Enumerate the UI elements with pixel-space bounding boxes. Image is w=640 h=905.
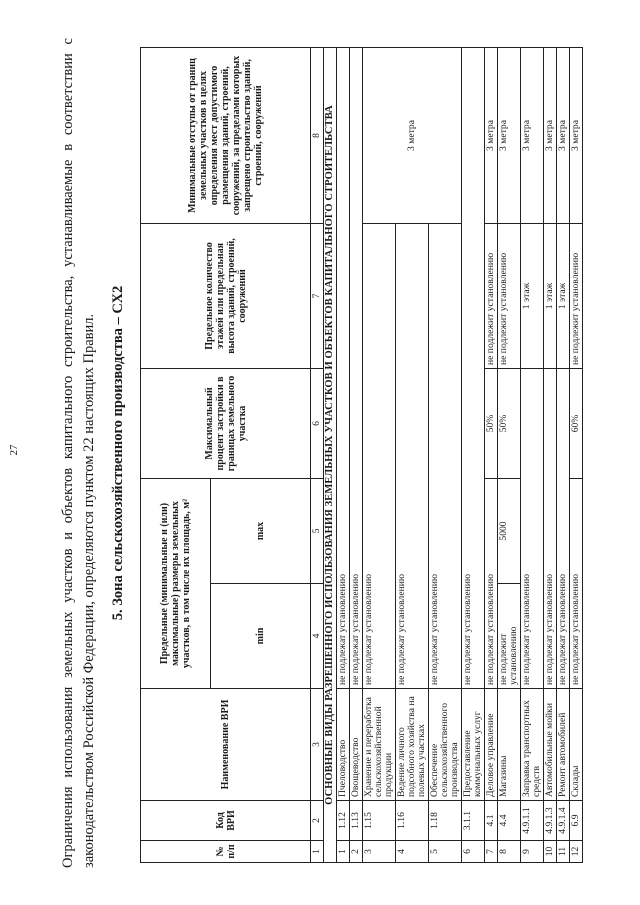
- row-code: 1.12: [337, 801, 350, 841]
- row-num: 6: [462, 841, 485, 863]
- row-max: 5000: [498, 478, 521, 583]
- row-percent: 60%: [570, 368, 583, 478]
- col-number: 4: [311, 584, 324, 689]
- row-num: 2: [350, 841, 363, 863]
- row-name: Хранение и переработка сельскохозяйственной продукции: [363, 689, 396, 801]
- table-row: [485, 47, 498, 862]
- row-num: 12: [570, 841, 583, 863]
- row-name: Пчеловодство: [337, 689, 350, 801]
- zone-title: 5. Зона сельскохозяйственного производства – СХ2: [110, 285, 126, 621]
- row-code: 6.9: [570, 801, 583, 841]
- col-number: 3: [311, 689, 324, 801]
- row-name: Обеспечение сельскохозяйственного производства: [429, 689, 462, 801]
- row-floors: не подлежит установлению: [485, 223, 498, 368]
- row-setback: 3 метра: [498, 47, 521, 223]
- table-row: [363, 47, 396, 862]
- row-name: Магазины: [498, 689, 521, 801]
- row-num: 8: [498, 841, 521, 863]
- row-limits: не подлежат установлению: [521, 368, 544, 688]
- row-code: 1.13: [350, 801, 363, 841]
- row-limits: не подлежат установлению: [570, 478, 583, 688]
- row-num: 5: [429, 841, 462, 863]
- table-row: [521, 47, 544, 862]
- header-name: Наименование ВРИ: [141, 689, 311, 801]
- row-num: 9: [521, 841, 544, 863]
- row-name: Ремонт автомобилей: [557, 689, 570, 801]
- row-limits: не подлежат установлению: [462, 47, 485, 688]
- col-number: 7: [311, 223, 324, 368]
- row-floors: 1 этаж: [544, 223, 557, 368]
- row-setback: 3 метра: [363, 47, 462, 223]
- table-row: [337, 47, 350, 862]
- row-code: 4.9.1.1: [521, 801, 544, 841]
- row-code: 4.9.1.3: [544, 801, 557, 841]
- header-min: min: [211, 584, 311, 689]
- row-num: 7: [485, 841, 498, 863]
- row-setback: 3 метра: [485, 47, 498, 223]
- row-limits: не подлежат установлению: [337, 47, 350, 688]
- row-setback: 3 метра: [521, 47, 544, 223]
- table-row: [570, 47, 583, 862]
- col-number: 8: [311, 47, 324, 223]
- row-name: Автомобильные мойки: [544, 689, 557, 801]
- row-num: 3: [363, 841, 396, 863]
- table-row: [350, 47, 363, 862]
- row-name: Предоставление коммунальных услуг: [462, 689, 485, 801]
- row-limits: не подлежат установлению: [557, 368, 570, 688]
- zone-table: [140, 47, 583, 863]
- table-row: [544, 47, 557, 862]
- row-limits: не подлежат установлению: [363, 223, 396, 688]
- row-name: Заправка транспортных средств: [521, 689, 544, 801]
- row-limits: не подлежат установлению: [429, 223, 462, 688]
- row-code: 4.4: [498, 801, 521, 841]
- header-floors: Предельное количество этажей или предельная высота зданий, строений, сооружений: [141, 223, 311, 368]
- intro-paragraph: Ограничения использования земельных участков и объектов капитального строительства, устанавливаемые в соответствии с законодательством Российской Федерации, определяются пунктом 22 настоящих Правил.: [60, 38, 97, 868]
- row-code: 4.9.1.4: [557, 801, 570, 841]
- row-name: Ведение личного подсобного хозяйства на полевых участках: [396, 689, 429, 801]
- row-floors: не подлежит установлению: [498, 223, 521, 368]
- page-number: 27: [8, 444, 20, 456]
- row-setback: 3 метра: [544, 47, 557, 223]
- row-name: Деловое управление: [485, 689, 498, 801]
- header-setbacks: Минимальные отступы от границ земельных участков в целях определения мест допустимого размещения зданий, строений, сооружений, за пределами которых запрещено строительство зданий, строений, сооружений: [141, 47, 311, 223]
- col-number: 2: [311, 801, 324, 841]
- column-number-row: [311, 47, 324, 862]
- row-code: 1.15: [363, 801, 396, 841]
- table-row: [498, 47, 521, 862]
- row-code: 4.1: [485, 801, 498, 841]
- row-code: 3.1.1: [462, 801, 485, 841]
- header-num: № п/п: [141, 841, 311, 863]
- section-row: [324, 47, 337, 862]
- table-row: [462, 47, 485, 862]
- row-limits: не подлежат установлению: [350, 47, 363, 688]
- row-min: не подлежит установлению: [498, 584, 521, 689]
- row-num: 4: [396, 841, 429, 863]
- rotated-page-content: [40, 38, 600, 868]
- row-num: 1: [337, 841, 350, 863]
- header-max: max: [211, 478, 311, 583]
- col-number: 1: [311, 841, 324, 863]
- row-floors: 1 этаж: [557, 223, 570, 368]
- col-number: 5: [311, 478, 324, 583]
- header-code: Код ВРИ: [141, 801, 311, 841]
- row-percent: 50%: [485, 368, 498, 478]
- row-code: 1.16: [396, 801, 429, 841]
- section-title: ОСНОВНЫЕ ВИДЫ РАЗРЕШЕННОГО ИСПОЛЬЗОВАНИЯ ЗЕМЕЛЬНЫХ УЧАСТКОВ И ОБЪЕКТОВ КАПИТАЛЬНОГО СТРОИТЕЛЬСТВА: [324, 47, 337, 862]
- row-num: 11: [557, 841, 570, 863]
- row-floors: 1 этаж: [521, 223, 544, 368]
- row-num: 10: [544, 841, 557, 863]
- row-size: не подлежат установлению: [485, 478, 498, 688]
- row-percent: 50%: [498, 368, 521, 478]
- row-code: 1.18: [429, 801, 462, 841]
- header-size-limits: Предельные (минимальные и (или) максимальные) размеры земельных участков, в том числе их площадь, м²: [141, 478, 211, 688]
- row-name: Овощеводство: [350, 689, 363, 801]
- row-setback: 3 метра: [557, 47, 570, 223]
- row-setback: 3 метра: [570, 47, 583, 223]
- row-floors: не подлежит установлению: [570, 223, 583, 368]
- col-number: 6: [311, 368, 324, 478]
- row-limits: не подлежат установлению: [544, 368, 557, 688]
- row-limits: не подлежат установлению: [396, 223, 429, 688]
- header-max-percent: Максимальный процент застройки в границах земельного участка: [141, 368, 311, 478]
- header-row: [141, 47, 211, 862]
- row-name: Склады: [570, 689, 583, 801]
- table-row: [557, 47, 570, 862]
